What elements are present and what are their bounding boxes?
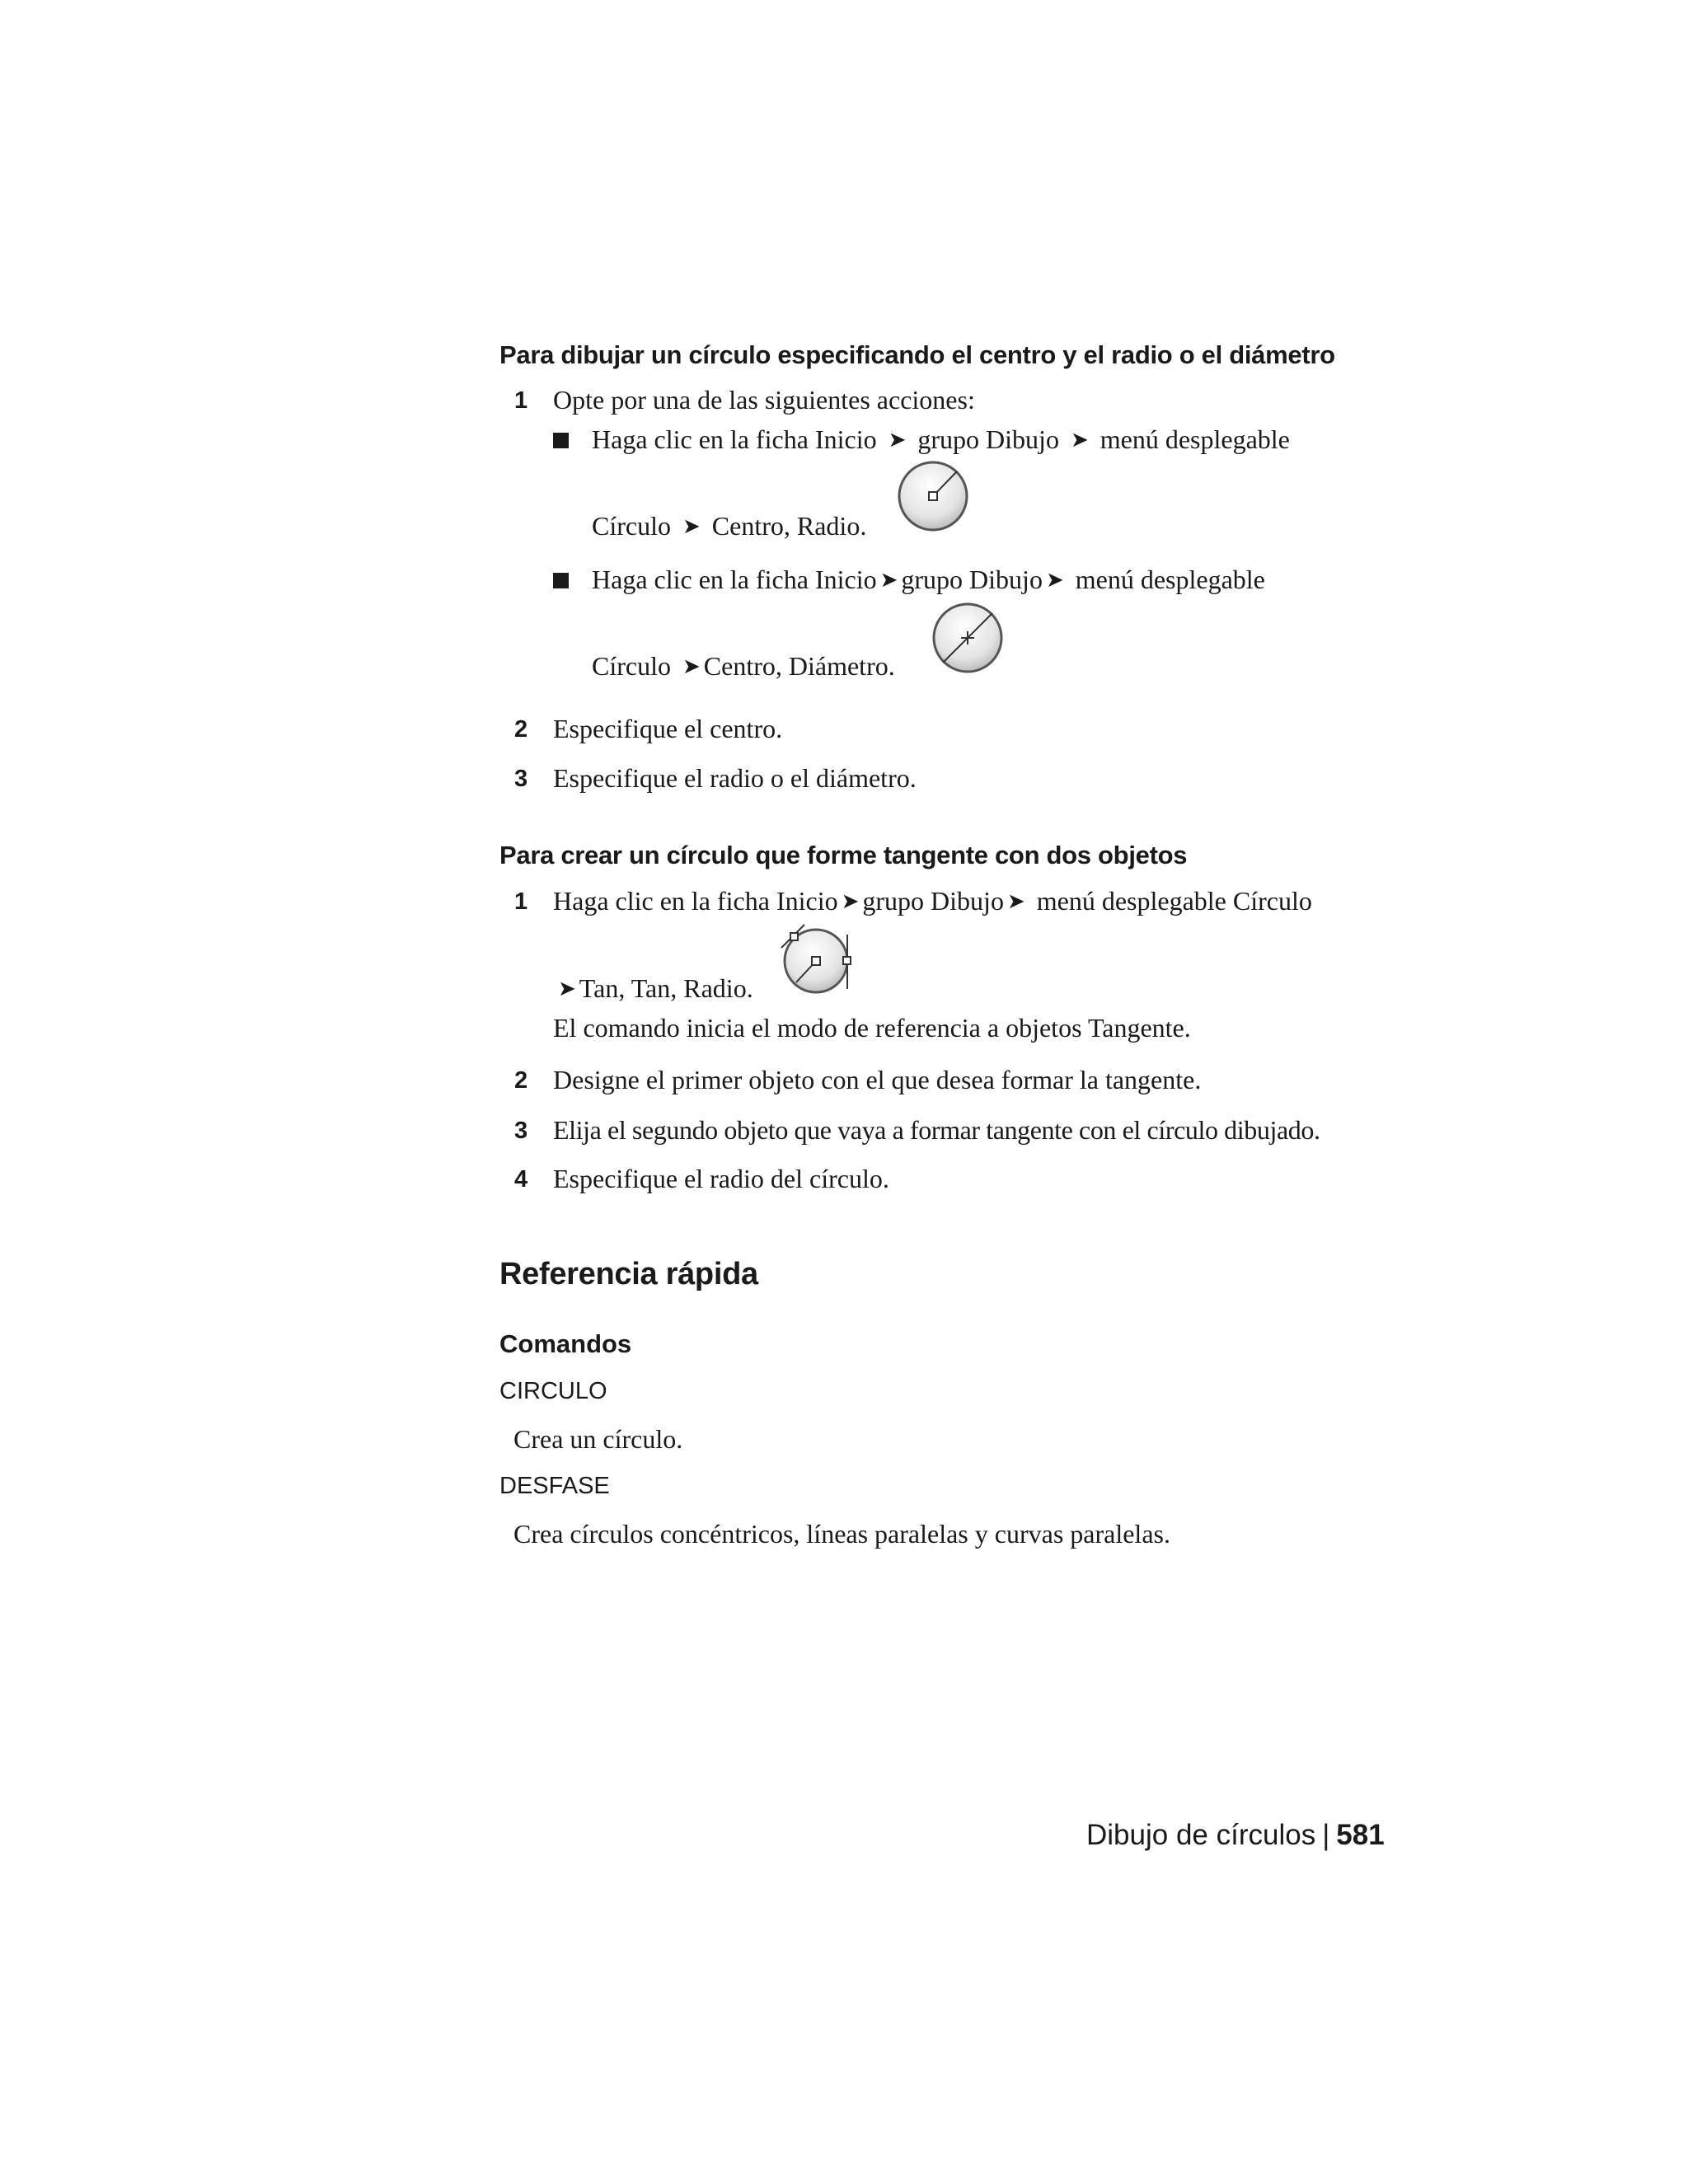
section-title-quick-reference: Referencia rápida [499, 1257, 758, 1291]
command-description: Crea círculos concéntricos, líneas paralelas y curvas paralelas. [513, 1519, 1170, 1549]
arrow-right-icon: ➤ [841, 889, 860, 914]
page-number: 581 [1336, 1819, 1385, 1851]
bullet-square-icon [553, 433, 569, 448]
step-text [553, 886, 1312, 916]
command-name: CIRCULO [499, 1378, 607, 1404]
menu-path-text: Centro, Diámetro. [703, 651, 895, 681]
step-text: El comando inicia el modo de referencia a objetos Tangente. [553, 1013, 1191, 1043]
circle-tan-tan-radius-icon [780, 923, 852, 996]
menu-path-text: menú desplegable [1100, 424, 1290, 454]
arrow-right-icon: ➤ [558, 977, 576, 1001]
step-text: Elija el segundo objeto que vaya a formar tangente con el círculo dibujado. [553, 1115, 1320, 1145]
arrow-right-icon: ➤ [682, 514, 701, 539]
step-text: Especifique el radio o el diámetro. [553, 763, 917, 793]
menu-path-text: menú desplegable Círculo [1036, 886, 1312, 916]
bullet-line [592, 651, 895, 682]
arrow-right-icon: ➤ [879, 568, 898, 593]
step-text [558, 973, 753, 1004]
step-number: 3 [514, 766, 528, 792]
menu-path-text: Haga clic en la ficha Inicio [553, 886, 838, 916]
command-description: Crea un círculo. [513, 1424, 683, 1454]
bullet-square-icon [553, 573, 569, 588]
menu-path-text: grupo Dibujo [862, 886, 1004, 916]
bullet-line [592, 565, 1265, 595]
step-number: 2 [514, 716, 528, 743]
step-number: 1 [514, 387, 528, 414]
arrow-right-icon: ➤ [888, 428, 907, 452]
step-text: Designe el primer objeto con el que desea formar la tangente. [553, 1065, 1202, 1094]
step-number: 1 [514, 888, 528, 915]
menu-path-text: Centro, Radio. [711, 511, 867, 541]
procedure-heading-tangent: Para crear un círculo que forme tangente con dos objetos [499, 841, 1188, 869]
step-text: Especifique el radio del círculo. [553, 1164, 889, 1193]
menu-path-text: Haga clic en la ficha Inicio [592, 565, 877, 594]
step-text: Especifique el centro. [553, 714, 783, 743]
menu-path-text: Círculo [592, 511, 671, 541]
page-footer [1086, 1819, 1385, 1852]
menu-path-text: grupo Dibujo [901, 565, 1043, 594]
menu-path-text: Haga clic en la ficha Inicio [592, 424, 877, 454]
command-name: DESFASE [499, 1473, 610, 1499]
arrow-right-icon: ➤ [1045, 568, 1064, 593]
menu-path-text: menú desplegable [1075, 565, 1265, 594]
step-number: 4 [514, 1166, 528, 1193]
bullet-line [592, 511, 866, 541]
menu-path-text: grupo Dibujo [917, 424, 1059, 454]
circle-center-radius-icon [897, 460, 969, 532]
footer-separator: | [1322, 1819, 1330, 1851]
arrow-right-icon: ➤ [682, 654, 701, 679]
procedure-heading-center-radius: Para dibujar un círculo especificando el centro y el radio o el diámetro [499, 340, 1335, 369]
menu-path-text: Tan, Tan, Radio. [579, 973, 753, 1003]
step-text: Opte por una de las siguientes acciones: [553, 385, 975, 415]
footer-chapter-title: Dibujo de círculos [1086, 1819, 1316, 1851]
arrow-right-icon: ➤ [1070, 428, 1089, 452]
commands-heading: Comandos [499, 1329, 632, 1358]
menu-path-text: Círculo [592, 651, 671, 681]
step-number: 3 [514, 1118, 528, 1144]
bullet-line [592, 424, 1290, 455]
step-number: 2 [514, 1067, 528, 1094]
circle-center-diameter-icon [931, 602, 1004, 674]
arrow-right-icon: ➤ [1006, 889, 1025, 914]
